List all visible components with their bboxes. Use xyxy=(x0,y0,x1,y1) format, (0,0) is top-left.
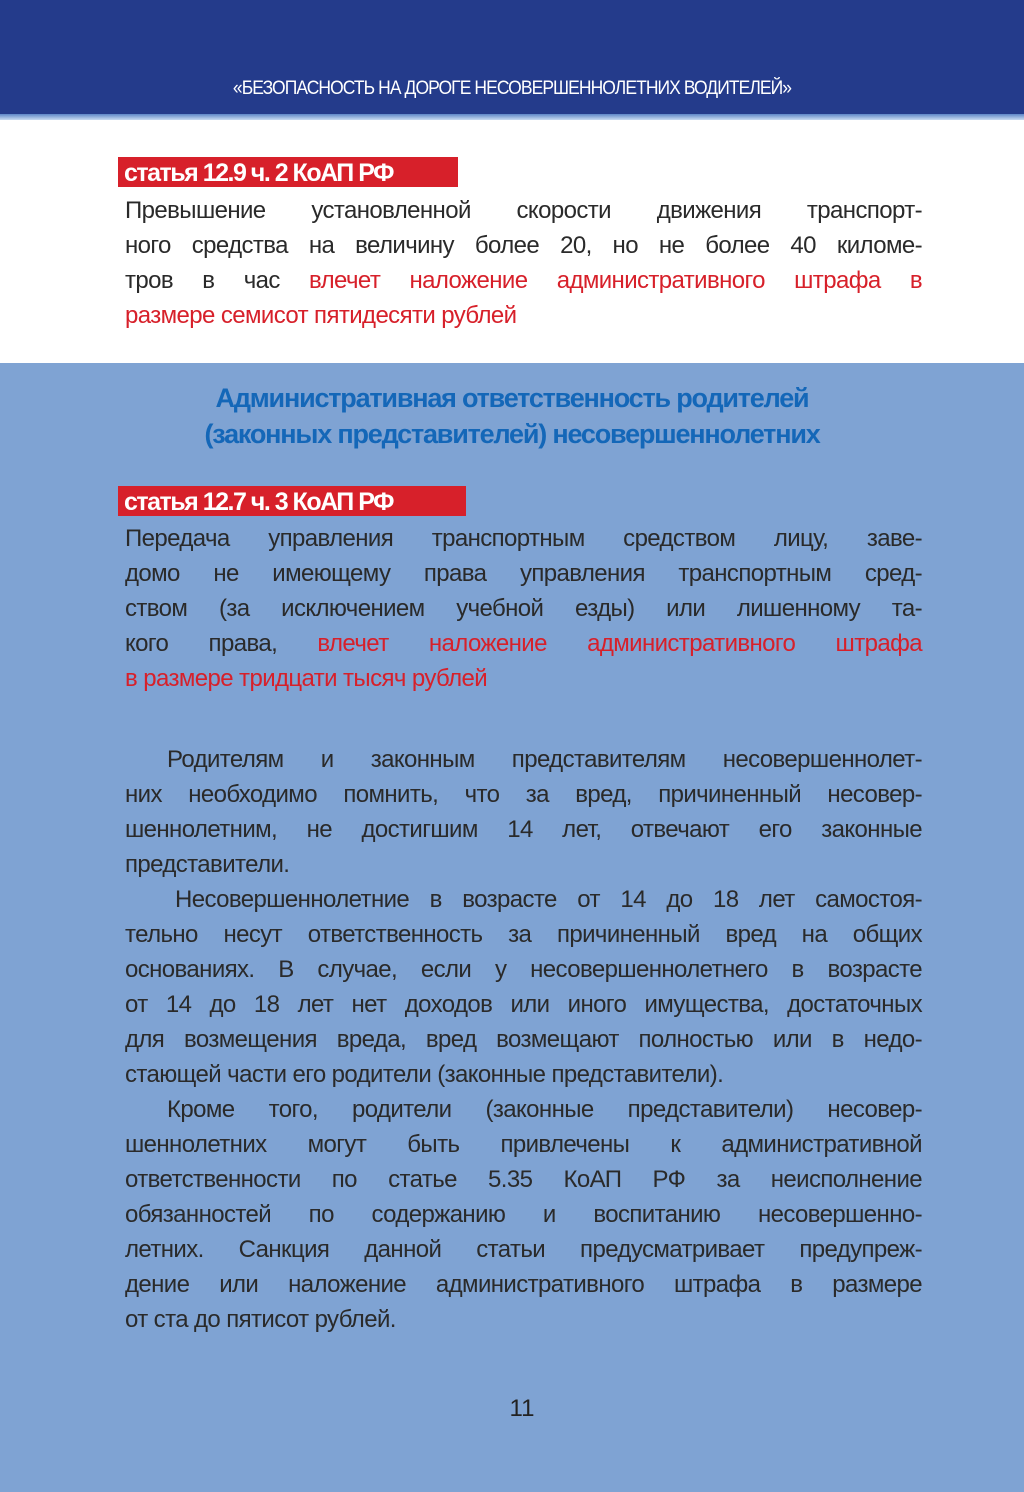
text-line: Родителям и законным представителям несовершеннолет- xyxy=(167,746,922,773)
text-line: ством (за исключением учебной езды) или лишенному та- xyxy=(125,595,922,622)
article-badge-12-7: статья 12.7 ч. 3 КоАП РФ xyxy=(118,486,466,516)
text-line: Кроме того, родители (законные представители) несовер- xyxy=(167,1096,922,1123)
text-line: шеннолетних могут быть привлечены к административной xyxy=(125,1131,922,1158)
text-line: от 14 до 18 лет нет доходов или иного имущества, достаточных xyxy=(125,991,922,1018)
page-number: 11 xyxy=(509,1395,535,1422)
penalty-text: влечет наложение административного штрафа xyxy=(317,630,922,657)
text-line: Превышение установленной скорости движения транспорт- xyxy=(125,197,922,224)
text-black: тров в час xyxy=(125,267,310,294)
text-line: основаниях. В случае, если у несовершеннолетнего в возрасте xyxy=(125,956,922,983)
text-line: Несовершеннолетние в возрасте от 14 до 18 лет самостоя- xyxy=(175,886,922,913)
text-line xyxy=(125,626,922,661)
section-title-line: (законных представителей) несовершеннолетних xyxy=(204,419,820,449)
text-line: представители. xyxy=(125,851,290,878)
header-title: «БЕЗОПАСНОСТЬ НА ДОРОГЕ НЕСОВЕРШЕННОЛЕТНИХ ВОДИТЕЛЕЙ» xyxy=(232,78,792,99)
text-line: шеннолетним, не достигшим 14 лет, отвечают его законные xyxy=(125,816,922,843)
article-12-7-text xyxy=(125,521,922,696)
text-line: летних. Санкция данной статьи предусматривает предупреж- xyxy=(125,1236,922,1263)
text-line: тельно несут ответственность за причиненный вред на общих xyxy=(125,921,922,948)
section-title xyxy=(0,380,1024,452)
text-line: них необходимо помнить, что за вред, причиненный несовер- xyxy=(125,781,922,808)
article-badge-12-9: статья 12.9 ч. 2 КоАП РФ xyxy=(118,157,458,187)
text-line: для возмещения вреда, вред возмещают полностью или в недо- xyxy=(125,1026,922,1053)
text-black: кого права, xyxy=(125,630,318,657)
penalty-text: в размере тридцати тысяч рублей xyxy=(125,665,488,692)
text-line: домо не имеющему права управления транспортным сред- xyxy=(125,560,922,587)
text-line: ответственности по статье 5.35 КоАП РФ за неисполнение xyxy=(125,1166,922,1193)
penalty-text: размере семисот пятидесяти рублей xyxy=(125,302,517,329)
article-12-9-text xyxy=(125,193,922,333)
text-line xyxy=(125,263,922,298)
body-text xyxy=(125,742,922,1337)
text-line: ного средства на величину более 20, но не более 40 киломе- xyxy=(125,232,922,259)
text-line: от ста до пятисот рублей. xyxy=(125,1306,396,1333)
penalty-text: влечет наложение административного штрафа в xyxy=(309,267,922,294)
text-line: Передача управления транспортным средством лицу, заве- xyxy=(125,525,922,552)
text-line: дение или наложение административного штрафа в размере xyxy=(125,1271,922,1298)
section-title-line: Административная ответственность родителей xyxy=(215,383,809,413)
text-line: стающей части его родители (законные представители). xyxy=(125,1061,724,1088)
text-line: обязанностей по содержанию и воспитанию несовершенно- xyxy=(125,1201,922,1228)
